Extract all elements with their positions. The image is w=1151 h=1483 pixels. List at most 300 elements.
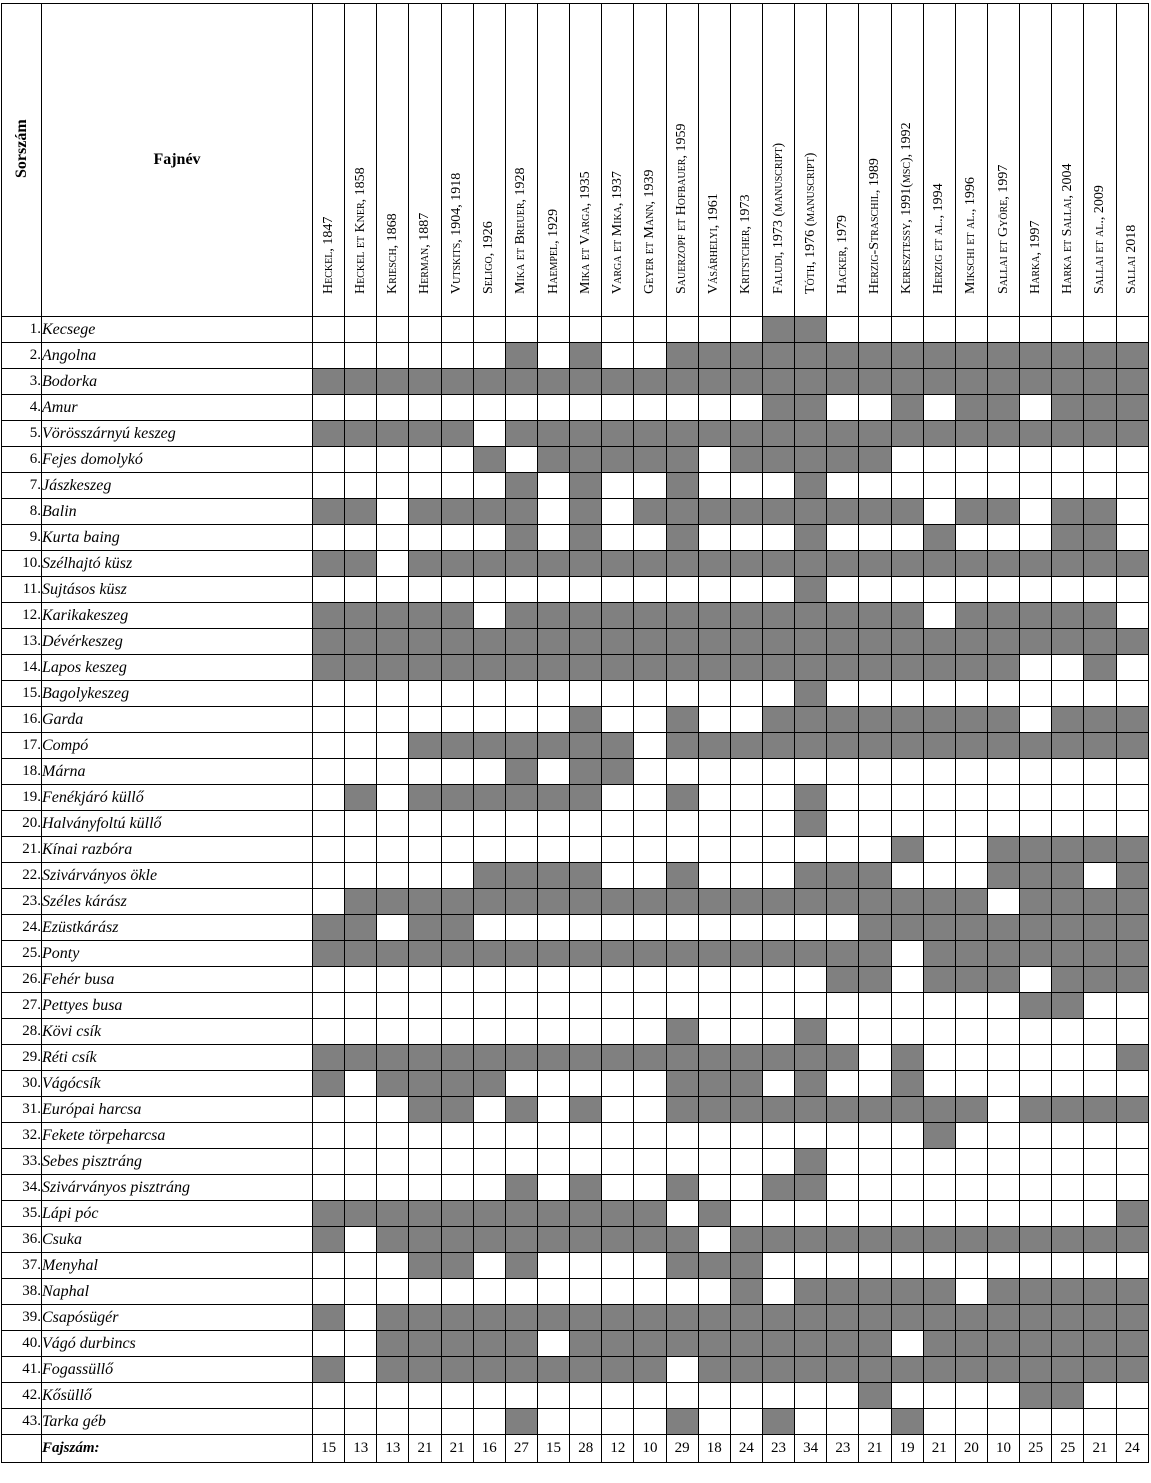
presence-cell-present bbox=[666, 499, 698, 525]
presence-cell-present bbox=[505, 629, 537, 655]
presence-cell-absent bbox=[1052, 1123, 1084, 1149]
row-number: 26. bbox=[2, 967, 42, 993]
presence-cell-absent bbox=[505, 915, 537, 941]
presence-cell-present bbox=[602, 1045, 634, 1071]
presence-cell-absent bbox=[570, 967, 602, 993]
presence-cell-absent bbox=[987, 1175, 1019, 1201]
presence-cell-present bbox=[955, 967, 987, 993]
presence-cell-present bbox=[473, 733, 505, 759]
presence-cell-absent bbox=[666, 681, 698, 707]
presence-cell-present bbox=[570, 525, 602, 551]
presence-cell-absent bbox=[377, 863, 409, 889]
presence-cell-present bbox=[313, 1201, 345, 1227]
presence-cell-absent bbox=[473, 915, 505, 941]
presence-cell-absent bbox=[891, 681, 923, 707]
species-count-value: 18 bbox=[698, 1435, 730, 1463]
presence-cell-absent bbox=[570, 837, 602, 863]
presence-cell-absent bbox=[827, 759, 859, 785]
presence-cell-absent bbox=[666, 1123, 698, 1149]
presence-cell-present bbox=[795, 707, 827, 733]
presence-cell-absent bbox=[537, 1253, 569, 1279]
presence-cell-present bbox=[987, 421, 1019, 447]
species-count-value: 24 bbox=[1116, 1435, 1148, 1463]
presence-cell-present bbox=[1052, 499, 1084, 525]
presence-cell-present bbox=[441, 1071, 473, 1097]
presence-cell-absent bbox=[473, 395, 505, 421]
presence-cell-absent bbox=[923, 785, 955, 811]
presence-cell-absent bbox=[473, 707, 505, 733]
presence-cell-absent bbox=[859, 1175, 891, 1201]
source-header-label: Sallai et al., 2009 bbox=[1091, 185, 1107, 294]
species-name: Naphal bbox=[42, 1279, 313, 1305]
presence-cell-present bbox=[1052, 1331, 1084, 1357]
presence-cell-present bbox=[923, 1097, 955, 1123]
presence-cell-absent bbox=[570, 1279, 602, 1305]
presence-cell-absent bbox=[634, 1019, 666, 1045]
presence-cell-absent bbox=[1084, 863, 1116, 889]
presence-cell-absent bbox=[537, 1149, 569, 1175]
presence-cell-present bbox=[698, 655, 730, 681]
presence-cell-present bbox=[923, 889, 955, 915]
presence-cell-present bbox=[955, 1097, 987, 1123]
presence-cell-present bbox=[827, 369, 859, 395]
presence-cell-present bbox=[795, 525, 827, 551]
presence-cell-absent bbox=[377, 473, 409, 499]
presence-cell-present bbox=[666, 525, 698, 551]
presence-cell-absent bbox=[377, 577, 409, 603]
presence-cell-present bbox=[473, 629, 505, 655]
source-header bbox=[377, 4, 409, 317]
presence-cell-absent bbox=[698, 1279, 730, 1305]
presence-cell-absent bbox=[955, 1383, 987, 1409]
presence-cell-absent bbox=[795, 1253, 827, 1279]
table-row bbox=[2, 655, 1149, 681]
source-header-label: Seligo, 1926 bbox=[481, 221, 497, 294]
table-row bbox=[2, 1019, 1149, 1045]
presence-cell-absent bbox=[409, 811, 441, 837]
presence-cell-absent bbox=[891, 473, 923, 499]
presence-cell-present bbox=[987, 915, 1019, 941]
presence-cell-absent bbox=[473, 525, 505, 551]
presence-cell-absent bbox=[537, 1383, 569, 1409]
presence-cell-present bbox=[1084, 941, 1116, 967]
presence-cell-absent bbox=[345, 863, 377, 889]
presence-cell-absent bbox=[1084, 1123, 1116, 1149]
presence-cell-present bbox=[795, 577, 827, 603]
presence-cell-absent bbox=[409, 473, 441, 499]
presence-cell-absent bbox=[1084, 1149, 1116, 1175]
presence-cell-absent bbox=[473, 967, 505, 993]
presence-cell-present bbox=[345, 499, 377, 525]
table-row bbox=[2, 369, 1149, 395]
presence-cell-absent bbox=[313, 447, 345, 473]
row-number: 12. bbox=[2, 603, 42, 629]
presence-cell-absent bbox=[313, 889, 345, 915]
presence-cell-absent bbox=[923, 499, 955, 525]
species-name: Sebes pisztráng bbox=[42, 1149, 313, 1175]
presence-cell-present bbox=[795, 395, 827, 421]
presence-cell-absent bbox=[377, 343, 409, 369]
presence-cell-present bbox=[1084, 369, 1116, 395]
presence-cell-absent bbox=[730, 811, 762, 837]
presence-cell-present bbox=[537, 421, 569, 447]
presence-cell-present bbox=[795, 889, 827, 915]
presence-cell-present bbox=[570, 785, 602, 811]
row-number: 37. bbox=[2, 1253, 42, 1279]
presence-cell-absent bbox=[827, 837, 859, 863]
presence-cell-present bbox=[602, 603, 634, 629]
presence-cell-absent bbox=[730, 1123, 762, 1149]
presence-cell-absent bbox=[473, 577, 505, 603]
presence-cell-absent bbox=[1020, 759, 1052, 785]
presence-cell-present bbox=[923, 915, 955, 941]
presence-cell-absent bbox=[987, 993, 1019, 1019]
presence-cell-present bbox=[955, 499, 987, 525]
table-body bbox=[2, 317, 1149, 1463]
presence-cell-absent bbox=[377, 993, 409, 1019]
presence-cell-present bbox=[795, 499, 827, 525]
presence-cell-present bbox=[1052, 733, 1084, 759]
table-row bbox=[2, 837, 1149, 863]
source-header-label: Harka, 1997 bbox=[1027, 220, 1043, 294]
presence-cell-present bbox=[1052, 1279, 1084, 1305]
presence-cell-absent bbox=[345, 317, 377, 343]
presence-cell-absent bbox=[409, 1383, 441, 1409]
presence-cell-absent bbox=[698, 473, 730, 499]
presence-cell-present bbox=[505, 421, 537, 447]
presence-cell-present bbox=[923, 1227, 955, 1253]
presence-cell-present bbox=[987, 369, 1019, 395]
table-row bbox=[2, 811, 1149, 837]
presence-cell-present bbox=[762, 1227, 794, 1253]
table-row bbox=[2, 1175, 1149, 1201]
presence-cell-absent bbox=[955, 1201, 987, 1227]
presence-cell-present bbox=[313, 941, 345, 967]
presence-cell-present bbox=[473, 863, 505, 889]
presence-cell-present bbox=[441, 1331, 473, 1357]
presence-cell-absent bbox=[345, 1123, 377, 1149]
species-count-row bbox=[2, 1435, 1149, 1463]
presence-cell-present bbox=[602, 733, 634, 759]
presence-cell-absent bbox=[634, 967, 666, 993]
presence-cell-absent bbox=[473, 1019, 505, 1045]
presence-cell-absent bbox=[923, 1253, 955, 1279]
presence-cell-absent bbox=[1116, 525, 1148, 551]
species-name: Fejes domolykó bbox=[42, 447, 313, 473]
presence-cell-absent bbox=[762, 993, 794, 1019]
presence-cell-present bbox=[537, 369, 569, 395]
presence-cell-absent bbox=[1116, 655, 1148, 681]
presence-cell-present bbox=[730, 1331, 762, 1357]
presence-cell-present bbox=[827, 343, 859, 369]
table-row bbox=[2, 863, 1149, 889]
source-header bbox=[473, 4, 505, 317]
species-count-value: 29 bbox=[666, 1435, 698, 1463]
presence-cell-absent bbox=[441, 1123, 473, 1149]
source-header-label: Heckel et Kner, 1858 bbox=[352, 167, 368, 294]
presence-cell-absent bbox=[987, 1045, 1019, 1071]
presence-cell-present bbox=[859, 1357, 891, 1383]
presence-cell-absent bbox=[537, 681, 569, 707]
presence-cell-present bbox=[537, 889, 569, 915]
presence-cell-absent bbox=[698, 1149, 730, 1175]
source-header bbox=[1020, 4, 1052, 317]
presence-cell-present bbox=[1020, 551, 1052, 577]
species-name: Fogassüllő bbox=[42, 1357, 313, 1383]
presence-cell-present bbox=[473, 785, 505, 811]
presence-cell-present bbox=[313, 915, 345, 941]
presence-cell-absent bbox=[377, 785, 409, 811]
presence-cell-absent bbox=[1116, 1253, 1148, 1279]
presence-cell-absent bbox=[570, 915, 602, 941]
table-row bbox=[2, 1045, 1149, 1071]
presence-cell-absent bbox=[345, 343, 377, 369]
presence-cell-present bbox=[987, 1305, 1019, 1331]
presence-cell-absent bbox=[859, 577, 891, 603]
presence-cell-present bbox=[987, 1227, 1019, 1253]
presence-cell-present bbox=[730, 603, 762, 629]
presence-cell-absent bbox=[345, 993, 377, 1019]
presence-cell-absent bbox=[1116, 1175, 1148, 1201]
source-header bbox=[1084, 4, 1116, 317]
presence-cell-present bbox=[762, 1357, 794, 1383]
presence-cell-present bbox=[1052, 993, 1084, 1019]
presence-cell-absent bbox=[730, 577, 762, 603]
presence-cell-present bbox=[666, 473, 698, 499]
presence-cell-absent bbox=[377, 681, 409, 707]
species-name: Bodorka bbox=[42, 369, 313, 395]
presence-cell-absent bbox=[730, 525, 762, 551]
presence-cell-absent bbox=[1052, 1045, 1084, 1071]
presence-cell-present bbox=[570, 473, 602, 499]
presence-cell-absent bbox=[345, 811, 377, 837]
presence-cell-present bbox=[666, 733, 698, 759]
presence-cell-absent bbox=[827, 473, 859, 499]
presence-cell-absent bbox=[345, 447, 377, 473]
row-number: 30. bbox=[2, 1071, 42, 1097]
presence-cell-present bbox=[1052, 967, 1084, 993]
source-header-label: Hacker, 1979 bbox=[834, 214, 850, 294]
presence-cell-present bbox=[859, 941, 891, 967]
presence-cell-present bbox=[859, 1383, 891, 1409]
presence-cell-absent bbox=[441, 1409, 473, 1435]
species-count-value: 21 bbox=[441, 1435, 473, 1463]
presence-cell-present bbox=[795, 551, 827, 577]
presence-cell-present bbox=[537, 1045, 569, 1071]
presence-cell-present bbox=[409, 603, 441, 629]
presence-cell-present bbox=[570, 655, 602, 681]
presence-cell-absent bbox=[602, 837, 634, 863]
presence-cell-present bbox=[441, 369, 473, 395]
presence-cell-absent bbox=[409, 447, 441, 473]
presence-cell-absent bbox=[730, 1409, 762, 1435]
presence-cell-absent bbox=[473, 681, 505, 707]
presence-cell-present bbox=[1116, 707, 1148, 733]
presence-cell-present bbox=[537, 785, 569, 811]
species-name: Kecsege bbox=[42, 317, 313, 343]
presence-cell-absent bbox=[537, 1409, 569, 1435]
table-row bbox=[2, 915, 1149, 941]
species-name: Karikakeszeg bbox=[42, 603, 313, 629]
presence-cell-absent bbox=[795, 1201, 827, 1227]
presence-cell-present bbox=[570, 1097, 602, 1123]
presence-cell-absent bbox=[1052, 1175, 1084, 1201]
presence-cell-absent bbox=[377, 1279, 409, 1305]
presence-cell-present bbox=[827, 1045, 859, 1071]
table-row bbox=[2, 499, 1149, 525]
species-name: Kövi csík bbox=[42, 1019, 313, 1045]
presence-cell-present bbox=[1116, 941, 1148, 967]
presence-cell-absent bbox=[730, 993, 762, 1019]
presence-cell-absent bbox=[1020, 1149, 1052, 1175]
species-name: Csuka bbox=[42, 1227, 313, 1253]
presence-cell-present bbox=[698, 343, 730, 369]
presence-cell-absent bbox=[537, 993, 569, 1019]
presence-cell-present bbox=[987, 1357, 1019, 1383]
source-header bbox=[730, 4, 762, 317]
presence-cell-present bbox=[987, 629, 1019, 655]
presence-cell-present bbox=[377, 603, 409, 629]
presence-cell-absent bbox=[313, 473, 345, 499]
presence-cell-absent bbox=[441, 967, 473, 993]
presence-cell-present bbox=[891, 1045, 923, 1071]
presence-cell-absent bbox=[1052, 1253, 1084, 1279]
presence-cell-absent bbox=[377, 317, 409, 343]
presence-cell-absent bbox=[923, 317, 955, 343]
presence-cell-absent bbox=[730, 967, 762, 993]
row-number: 39. bbox=[2, 1305, 42, 1331]
presence-cell-present bbox=[795, 1279, 827, 1305]
row-number: 38. bbox=[2, 1279, 42, 1305]
presence-cell-present bbox=[1052, 1305, 1084, 1331]
species-name: Bagolykeszeg bbox=[42, 681, 313, 707]
presence-cell-absent bbox=[345, 1227, 377, 1253]
presence-cell-present bbox=[859, 967, 891, 993]
row-number: 15. bbox=[2, 681, 42, 707]
presence-cell-present bbox=[987, 967, 1019, 993]
presence-cell-present bbox=[505, 1045, 537, 1071]
presence-cell-present bbox=[795, 1305, 827, 1331]
presence-cell-present bbox=[441, 421, 473, 447]
species-name: Tarka géb bbox=[42, 1409, 313, 1435]
presence-cell-absent bbox=[1084, 1175, 1116, 1201]
presence-cell-present bbox=[473, 1227, 505, 1253]
presence-cell-absent bbox=[634, 473, 666, 499]
row-number: 8. bbox=[2, 499, 42, 525]
table-row bbox=[2, 1149, 1149, 1175]
presence-cell-present bbox=[666, 421, 698, 447]
presence-cell-present bbox=[1116, 1305, 1148, 1331]
presence-cell-present bbox=[1020, 889, 1052, 915]
presence-cell-absent bbox=[1020, 811, 1052, 837]
table-row bbox=[2, 1383, 1149, 1409]
presence-cell-absent bbox=[730, 317, 762, 343]
presence-cell-absent bbox=[827, 1201, 859, 1227]
presence-cell-present bbox=[505, 369, 537, 395]
presence-cell-absent bbox=[602, 993, 634, 1019]
presence-cell-absent bbox=[1116, 1019, 1148, 1045]
presence-cell-present bbox=[505, 1305, 537, 1331]
presence-cell-absent bbox=[1020, 447, 1052, 473]
presence-cell-absent bbox=[1084, 473, 1116, 499]
presence-cell-present bbox=[923, 421, 955, 447]
presence-cell-absent bbox=[987, 1409, 1019, 1435]
species-name: Lápi póc bbox=[42, 1201, 313, 1227]
presence-cell-absent bbox=[634, 759, 666, 785]
presence-cell-present bbox=[795, 733, 827, 759]
presence-cell-present bbox=[570, 499, 602, 525]
presence-cell-present bbox=[602, 889, 634, 915]
presence-cell-present bbox=[377, 655, 409, 681]
row-number: 19. bbox=[2, 785, 42, 811]
presence-cell-present bbox=[570, 421, 602, 447]
source-header bbox=[313, 4, 345, 317]
presence-cell-present bbox=[923, 1279, 955, 1305]
presence-cell-absent bbox=[762, 1071, 794, 1097]
presence-cell-present bbox=[762, 447, 794, 473]
presence-cell-present bbox=[345, 889, 377, 915]
species-name: Angolna bbox=[42, 343, 313, 369]
presence-cell-present bbox=[1084, 1097, 1116, 1123]
presence-cell-present bbox=[891, 655, 923, 681]
presence-cell-present bbox=[859, 629, 891, 655]
presence-cell-present bbox=[377, 1305, 409, 1331]
species-name: Pettyes busa bbox=[42, 993, 313, 1019]
presence-cell-absent bbox=[955, 837, 987, 863]
presence-cell-present bbox=[409, 369, 441, 395]
presence-cell-absent bbox=[1020, 395, 1052, 421]
presence-cell-present bbox=[313, 655, 345, 681]
presence-cell-absent bbox=[1116, 759, 1148, 785]
species-count-value: 23 bbox=[827, 1435, 859, 1463]
presence-cell-absent bbox=[570, 1149, 602, 1175]
presence-cell-absent bbox=[602, 343, 634, 369]
presence-cell-present bbox=[955, 369, 987, 395]
species-name: Kősüllő bbox=[42, 1383, 313, 1409]
presence-cell-present bbox=[1020, 941, 1052, 967]
presence-cell-absent bbox=[1052, 655, 1084, 681]
presence-cell-present bbox=[602, 759, 634, 785]
table-row bbox=[2, 1305, 1149, 1331]
presence-cell-present bbox=[505, 1227, 537, 1253]
presence-cell-absent bbox=[345, 733, 377, 759]
presence-cell-present bbox=[1020, 1305, 1052, 1331]
row-number: 23. bbox=[2, 889, 42, 915]
presence-cell-present bbox=[955, 941, 987, 967]
row-number: 7. bbox=[2, 473, 42, 499]
presence-cell-present bbox=[1052, 1357, 1084, 1383]
presence-cell-absent bbox=[955, 1409, 987, 1435]
presence-cell-absent bbox=[698, 1175, 730, 1201]
presence-cell-present bbox=[730, 343, 762, 369]
source-header-label: Vásárhelyi, 1961 bbox=[706, 193, 722, 294]
presence-cell-absent bbox=[827, 1175, 859, 1201]
presence-cell-present bbox=[1052, 525, 1084, 551]
presence-cell-absent bbox=[762, 1279, 794, 1305]
presence-cell-present bbox=[377, 1227, 409, 1253]
presence-cell-absent bbox=[1116, 603, 1148, 629]
presence-cell-absent bbox=[891, 993, 923, 1019]
table-row bbox=[2, 1279, 1149, 1305]
presence-cell-absent bbox=[698, 993, 730, 1019]
presence-cell-present bbox=[1020, 733, 1052, 759]
presence-cell-present bbox=[730, 1279, 762, 1305]
presence-cell-absent bbox=[762, 681, 794, 707]
presence-cell-present bbox=[634, 421, 666, 447]
presence-cell-absent bbox=[987, 785, 1019, 811]
presence-cell-present bbox=[505, 1201, 537, 1227]
presence-cell-absent bbox=[987, 447, 1019, 473]
